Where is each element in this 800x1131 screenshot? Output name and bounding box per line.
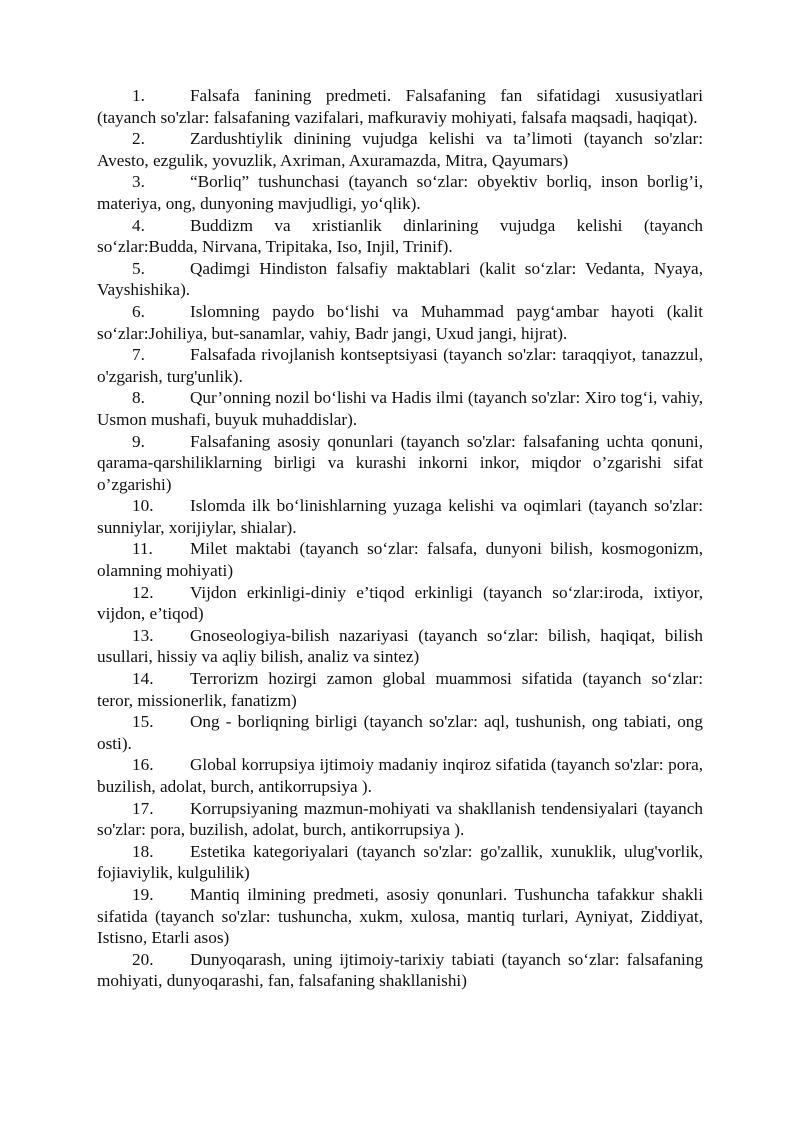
list-item	[97, 625, 703, 668]
item-number: 4.	[132, 215, 145, 235]
list-item	[97, 495, 703, 538]
item-number: 2.	[132, 129, 145, 149]
item-text: Zardushtiylik dinining vujudga kelishi va ta’limoti (tayanch so'zlar: Avesto, ezgulik, yovuzlik, Axriman, Axuramazda, Mitra, Qayumars)	[97, 129, 703, 170]
item-number: 20.	[132, 949, 154, 969]
item-text: Ong - borliqning birligi (tayanch so'zlar: aql, tushunish, ong tabiati, ong osti).	[97, 712, 703, 753]
item-text: Milet maktabi (tayanch so‘zlar: falsafa, dunyoni bilish, kosmogonizm, olamning mohiyati)	[97, 539, 703, 581]
item-text: Falsafa fanining predmeti. Falsafaning fan sifatidagi xususiyatlari (tayanch so'zlar: falsafaning vazifalari, mafkuraviy mohiyati, falsafa maqsadi, haqiqat).	[97, 86, 703, 127]
list-item	[97, 884, 703, 949]
item-number: 12.	[132, 582, 154, 602]
item-number: 1.	[132, 86, 145, 105]
item-text: Gnoseologiya-bilish nazariyasi (tayanch so‘zlar: bilish, haqiqat, bilish usullari, hissiy va aqliy bilish, analiz va sintez)	[97, 625, 703, 667]
list-item	[97, 301, 703, 344]
item-number: 13.	[132, 625, 154, 645]
item-number: 18.	[132, 841, 154, 861]
item-text: “Borliq” tushunchasi (tayanch so‘zlar: obyektiv borliq, inson borlig’i, materiya, ong, dunyoning mavjudligi, yo‘qlik).	[97, 172, 703, 213]
item-text: Terrorizm hozirgi zamon global muammosi sifatida (tayanch so‘zlar: teror, missionerlik, fanatizm)	[97, 669, 703, 710]
item-number: 15.	[132, 712, 154, 732]
list-item	[97, 387, 703, 430]
item-number: 7.	[132, 345, 145, 365]
item-number: 10.	[132, 496, 154, 516]
list-item	[97, 215, 703, 258]
list-item	[97, 258, 703, 301]
item-text: Falsafaning asosiy qonunlari (tayanch so'zlar: falsafaning uchta qonuni, qarama-qarshiliklarning birligi va kurashi inkorni inkor, miqdor o’zgarishi sifat o’zgarishi)	[97, 431, 703, 494]
list-item	[97, 841, 703, 884]
item-number: 11.	[132, 539, 153, 559]
item-text: Qadimgi Hindiston falsafiy maktablari (kalit so‘zlar: Vedanta, Nyaya, Vayshishika).	[97, 258, 703, 300]
item-text: Buddizm va xristianlik dinlarining vujudga kelishi (tayanch so‘zlar:Budda, Nirvana, Tripitaka, Iso, Injil, Trinif).	[97, 215, 703, 257]
item-number: 17.	[132, 798, 154, 818]
document-page	[97, 85, 703, 992]
list-item	[97, 85, 703, 128]
item-text: Mantiq ilmining predmeti, asosiy qonunlari. Tushuncha tafakkur shakli sifatida (tayanch so'zlar: tushuncha, xukm, xulosa, mantiq turlari, Ayniyat, Ziddiyat, Istisno, Etarli asos)	[97, 884, 703, 948]
list-item	[97, 582, 703, 625]
item-text: Islomda ilk bo‘linishlarning yuzaga kelishi va oqimlari (tayanch so'zlar: sunniylar, xorijiylar, shialar).	[97, 496, 703, 537]
list-item	[97, 344, 703, 387]
list-item	[97, 171, 703, 214]
item-text: Korrupsiyaning mazmun-mohiyati va shakllanish tendensiyalari (tayanch so'zlar: pora, buzilish, adolat, burch, antikorrupsiya ).	[97, 798, 703, 840]
list-item	[97, 538, 703, 581]
item-number: 16.	[132, 755, 154, 775]
item-text: Global korrupsiya ijtimoiy madaniy inqiroz sifatida (tayanch so'zlar: pora, buzilish, adolat, burch, antikorrupsiya ).	[97, 755, 703, 796]
item-number: 8.	[132, 388, 145, 408]
list-item	[97, 754, 703, 797]
item-number: 14.	[132, 669, 154, 689]
item-text: Qur’onning nozil bo‘lishi va Hadis ilmi (tayanch so'zlar: Xiro tog‘i, vahiy, Usmon mushafi, buyuk muhaddislar).	[97, 388, 703, 429]
item-text: Estetika kategoriyalari (tayanch so'zlar: go'zallik, xunuklik, ulug'vorlik, fojiaviylik, kulgulilik)	[97, 841, 703, 883]
item-number: 5.	[132, 258, 145, 278]
list-item	[97, 711, 703, 754]
item-number: 6.	[132, 301, 145, 321]
item-number: 9.	[132, 431, 145, 451]
list-item	[97, 949, 703, 992]
item-text: Dunyoqarash, uning ijtimoiy-tarixiy tabiati (tayanch so‘zlar: falsafaning mohiyati, dunyoqarashi, fan, falsafaning shakllanishi)	[97, 949, 703, 991]
item-number: 19.	[132, 884, 154, 904]
item-text: Islomning paydo bo‘lishi va Muhammad payg‘ambar hayoti (kalit so‘zlar:Johiliya, but-sanamlar, vahiy, Badr jangi, Uxud jangi, hijrat).	[97, 301, 703, 343]
list-item	[97, 128, 703, 171]
item-text: Vijdon erkinligi-diniy e’tiqod erkinligi (tayanch so‘zlar:iroda, ixtiyor, vijdon, e’tiqod)	[97, 582, 703, 624]
item-text: Falsafada rivojlanish kontseptsiyasi (tayanch so'zlar: taraqqiyot, tanazzul, o'zgarish, turg'unlik).	[97, 345, 703, 386]
list-item	[97, 431, 703, 496]
list-item	[97, 668, 703, 711]
item-number: 3.	[132, 172, 145, 192]
list-item	[97, 798, 703, 841]
